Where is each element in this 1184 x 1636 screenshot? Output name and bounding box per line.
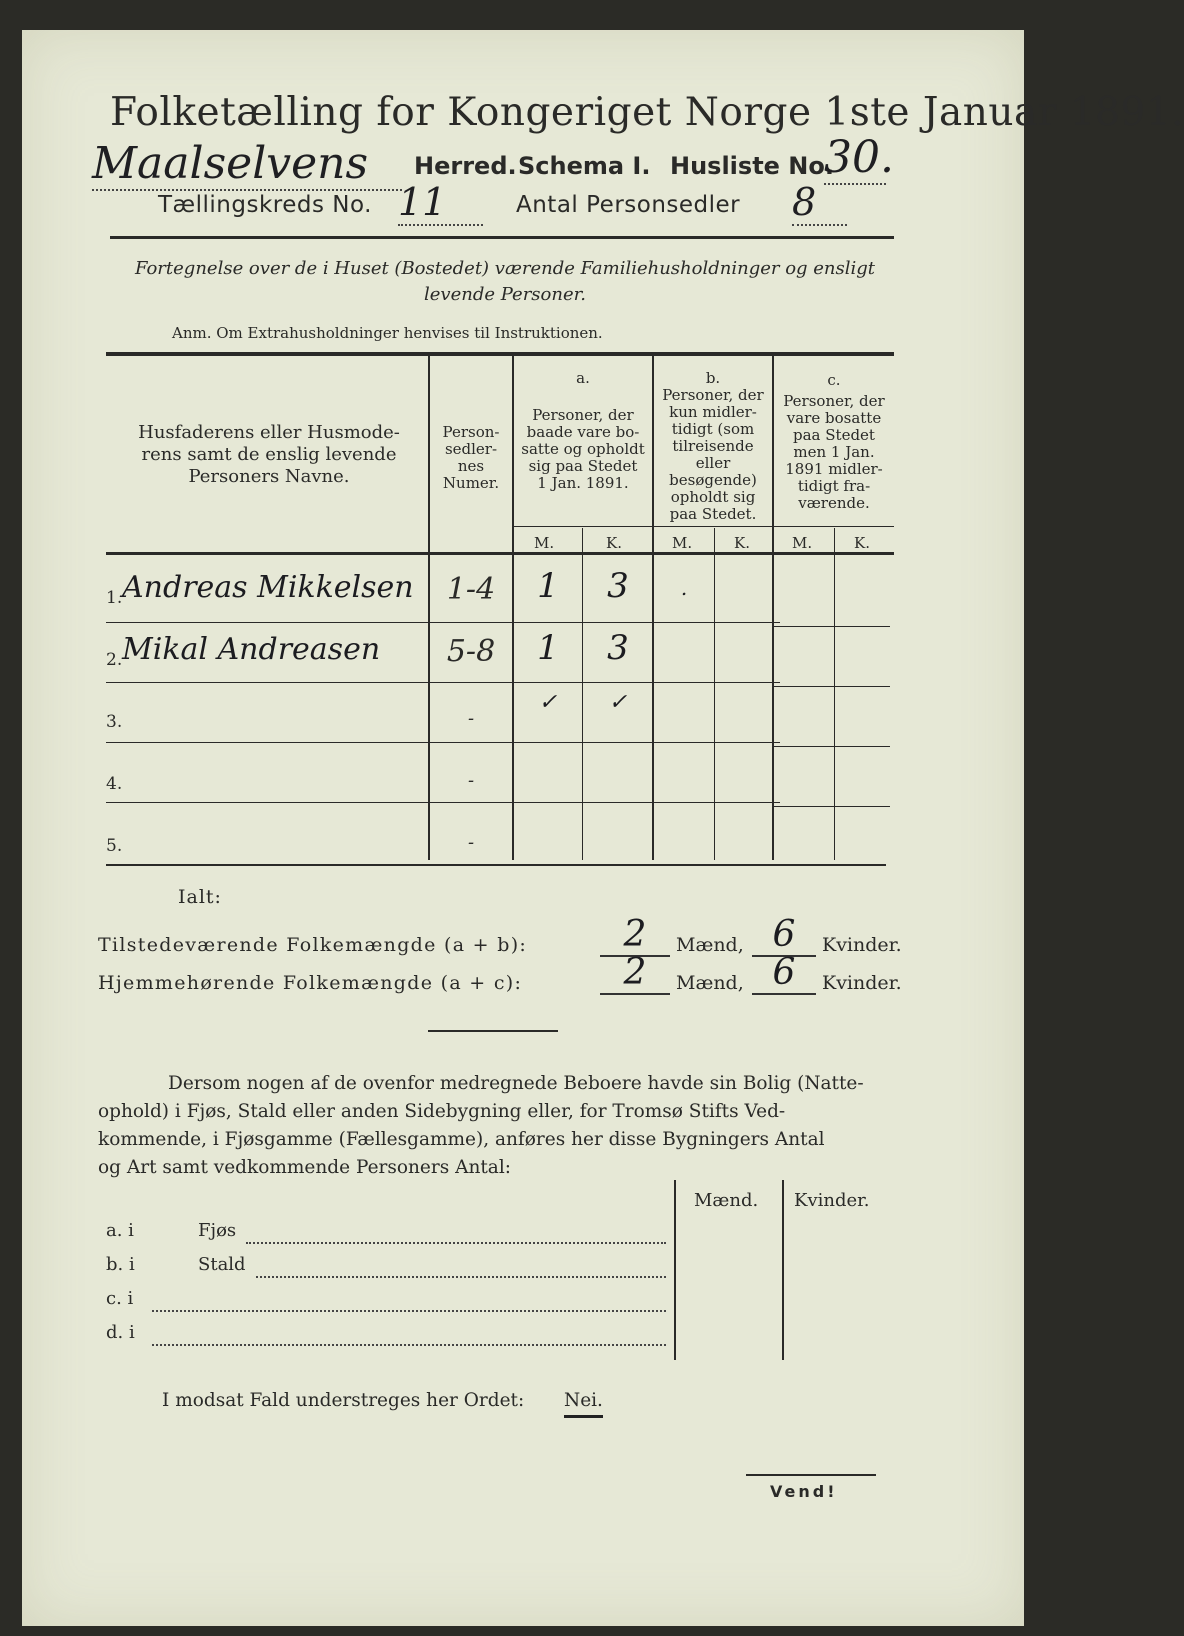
footer-row-b-dots (256, 1276, 666, 1278)
footer-maend-header: Mænd. (694, 1190, 759, 1211)
col-b-line-6: besøgende) (669, 471, 757, 489)
row-rule-c (774, 806, 890, 807)
footer-row-d (106, 1322, 666, 1352)
intro-line-2: levende Personer. (424, 284, 586, 305)
col-a-line-5: 1 Jan. 1891. (537, 474, 629, 492)
row-number: 1. (106, 588, 123, 608)
row-rule-c (774, 746, 890, 747)
vend-text: Vend! (770, 1482, 838, 1501)
table-head-rule (106, 552, 894, 555)
hjem-kvinder: Kvinder. (822, 972, 902, 994)
kreds-value: 11 (398, 180, 483, 226)
c-m-label: M. (792, 534, 813, 552)
schema-label: Schema I. (518, 152, 651, 180)
footer-row-a (106, 1220, 666, 1250)
anm-note: Anm. Om Extrahusholdninger henvises til Instruktionen. (172, 324, 603, 342)
footer-line-1: Dersom nogen af de ovenfor medregnede Beboere havde sin Bolig (Natte- (168, 1073, 864, 1094)
a-k-label: K. (606, 534, 622, 552)
footer-row-c-label: c. i (106, 1288, 134, 1309)
col-b-line-5: eller (695, 454, 731, 472)
col-name-line-3: Personers Navne. (188, 466, 350, 487)
row-a-k: 3 (607, 628, 629, 668)
col-c-header (774, 372, 894, 512)
tilst-k-value: 6 (752, 914, 816, 957)
row-personsedler-num: - (467, 770, 475, 791)
footer-row-d-dots (152, 1344, 666, 1346)
row-a-m: 1 (537, 628, 559, 668)
col-c-line-7: værende. (798, 494, 870, 512)
col-num-line-4: Numer. (442, 474, 500, 492)
herred-label: Herred. (414, 152, 517, 180)
footer-col-rule-2 (782, 1180, 784, 1360)
row-number: 2. (106, 650, 123, 670)
ialt-label: Ialt: (178, 886, 222, 908)
footer-row-a-dots (246, 1242, 666, 1244)
tilst-m-value: 2 (600, 914, 670, 957)
col-b-letter: b. (705, 369, 721, 387)
col-num-line-1: Person- (442, 423, 500, 441)
b-k-label: K. (734, 534, 750, 552)
row-a-k: 3 (607, 566, 629, 606)
row-a-m: 1 (537, 566, 559, 606)
col-num-header (430, 424, 512, 492)
row-personsedler-num: 1-4 (446, 572, 496, 607)
row-rule (106, 682, 428, 683)
hjem-m-value: 2 (600, 952, 670, 995)
footer-row-c-dots (152, 1310, 666, 1312)
tilst-kvinder: Kvinder. (822, 934, 902, 956)
col-a-line-4: sig paa Stedet (528, 457, 638, 475)
row-rule-c (774, 626, 890, 627)
header-divider (110, 236, 894, 239)
b-m-label: M. (672, 534, 693, 552)
row-rule-numbers (430, 682, 780, 683)
col-rule-a-mk (582, 528, 583, 860)
mk-head-rule (512, 526, 894, 527)
col-rule-b-mk (714, 528, 715, 860)
col-a-header (514, 370, 652, 492)
row-number: 4. (106, 774, 123, 794)
a-m-label: M. (534, 534, 555, 552)
footer-line-2: ophold) i Fjøs, Stald eller anden Sidebygning eller, for Tromsø Stifts Ved- (98, 1101, 786, 1122)
footer-row-d-label: d. i (106, 1322, 135, 1343)
c-k-label: K. (854, 534, 870, 552)
husliste-label: Husliste No. (670, 152, 834, 180)
col-c-line-5: 1891 midler- (785, 460, 883, 478)
footer-row-c (106, 1288, 666, 1318)
footer-col-rule-1 (674, 1180, 676, 1360)
table-top-rule (106, 352, 894, 356)
row-personsedler-num: - (467, 708, 475, 729)
col-name-header (110, 422, 428, 488)
col-b-line-8: paa Stedet. (669, 505, 757, 523)
col-b-line-3: tidigt (som (671, 420, 755, 438)
row-rule-numbers (430, 802, 780, 803)
col-name-line-2: rens samt de enslig levende (141, 444, 397, 465)
col-num-line-2: sedler- (444, 440, 498, 458)
row-rule (106, 742, 428, 743)
col-num-line-3: nes (457, 457, 485, 475)
col-a-letter: a. (576, 369, 590, 387)
footer-line-4: og Art samt vedkommende Personers Antal: (98, 1157, 511, 1178)
row-rule (106, 622, 428, 623)
footer-row-a-label: a. i (106, 1220, 134, 1241)
footer-line-3: kommende, i Fjøsgamme (Fællesgamme), anføres her disse Bygningers Antal (98, 1129, 825, 1150)
col-c-letter: c. (827, 371, 841, 389)
herred-value: Maalselvens (92, 138, 402, 191)
col-c-line-2: vare bosatte (786, 409, 882, 427)
tilst-label: Tilstedeværende Folkemængde (a + b): (98, 934, 528, 956)
hjem-k-value: 6 (752, 952, 816, 995)
col-b-line-7: opholdt sig (670, 488, 756, 506)
col-rule-c-mk (834, 528, 835, 860)
row-number: 3. (106, 712, 123, 732)
census-form (22, 30, 1184, 1626)
section-separator (428, 1030, 558, 1032)
kreds-label: Tællingskreds No. (158, 192, 372, 218)
footer-row-b-label: b. i (106, 1254, 135, 1275)
tilst-maend: Mænd, (676, 934, 744, 956)
col-b-line-4: tilreisende (672, 437, 754, 455)
row-a-m: ✓ (538, 690, 558, 715)
col-a-line-2: baade vare bo- (526, 423, 640, 441)
modsat-text: I modsat Fald understreges her Ordet: (162, 1390, 525, 1411)
row-name: Mikal Andreasen (122, 632, 381, 667)
col-b-header (654, 370, 772, 523)
nei-word: Nei. (564, 1390, 603, 1418)
row-personsedler-num: 5-8 (446, 634, 496, 669)
col-a-line-3: satte og opholdt (521, 440, 645, 458)
table-bottom-rule (106, 864, 886, 866)
row-rule-numbers (430, 742, 780, 743)
footer-paragraph (98, 1070, 898, 1182)
col-a-line-1: Personer, der (532, 406, 634, 424)
row-rule (106, 802, 428, 803)
antal-label: Antal Personsedler (516, 192, 741, 218)
row-personsedler-num: - (467, 832, 475, 853)
footer-row-b-item: Stald (198, 1254, 246, 1275)
row-number: 5. (106, 836, 123, 856)
row-b-m: . (680, 576, 688, 600)
row-rule-numbers (430, 622, 780, 623)
husliste-value: 30. (824, 132, 894, 183)
footer-kvinder-header: Kvinder. (794, 1190, 870, 1211)
col-c-line-1: Personer, der (783, 392, 885, 410)
hjem-label: Hjemmehørende Folkemængde (a + c): (98, 972, 523, 994)
row-name: Andreas Mikkelsen (122, 570, 414, 605)
hjem-maend: Mænd, (676, 972, 744, 994)
col-c-line-4: men 1 Jan. (793, 443, 875, 461)
intro-line-1: Fortegnelse over de i Huset (Bostedet) værende Familiehusholdninger og ensligt (134, 258, 876, 279)
col-c-line-6: tidigt fra- (797, 477, 871, 495)
col-c-line-3: paa Stedet (793, 426, 875, 444)
footer-row-a-item: Fjøs (198, 1220, 237, 1241)
antal-value: 8 (792, 180, 847, 226)
col-b-line-2: kun midler- (669, 403, 757, 421)
col-name-line-1: Husfaderens eller Husmode- (138, 422, 400, 443)
row-a-k: ✓ (608, 690, 628, 715)
footer-row-b (106, 1254, 666, 1284)
vend-rule (746, 1474, 876, 1476)
row-rule-c (774, 686, 890, 687)
col-b-line-1: Personer, der (662, 386, 764, 404)
form-title: Folketælling for Kongeriget Norge 1ste Januar 1891. (110, 90, 1184, 135)
